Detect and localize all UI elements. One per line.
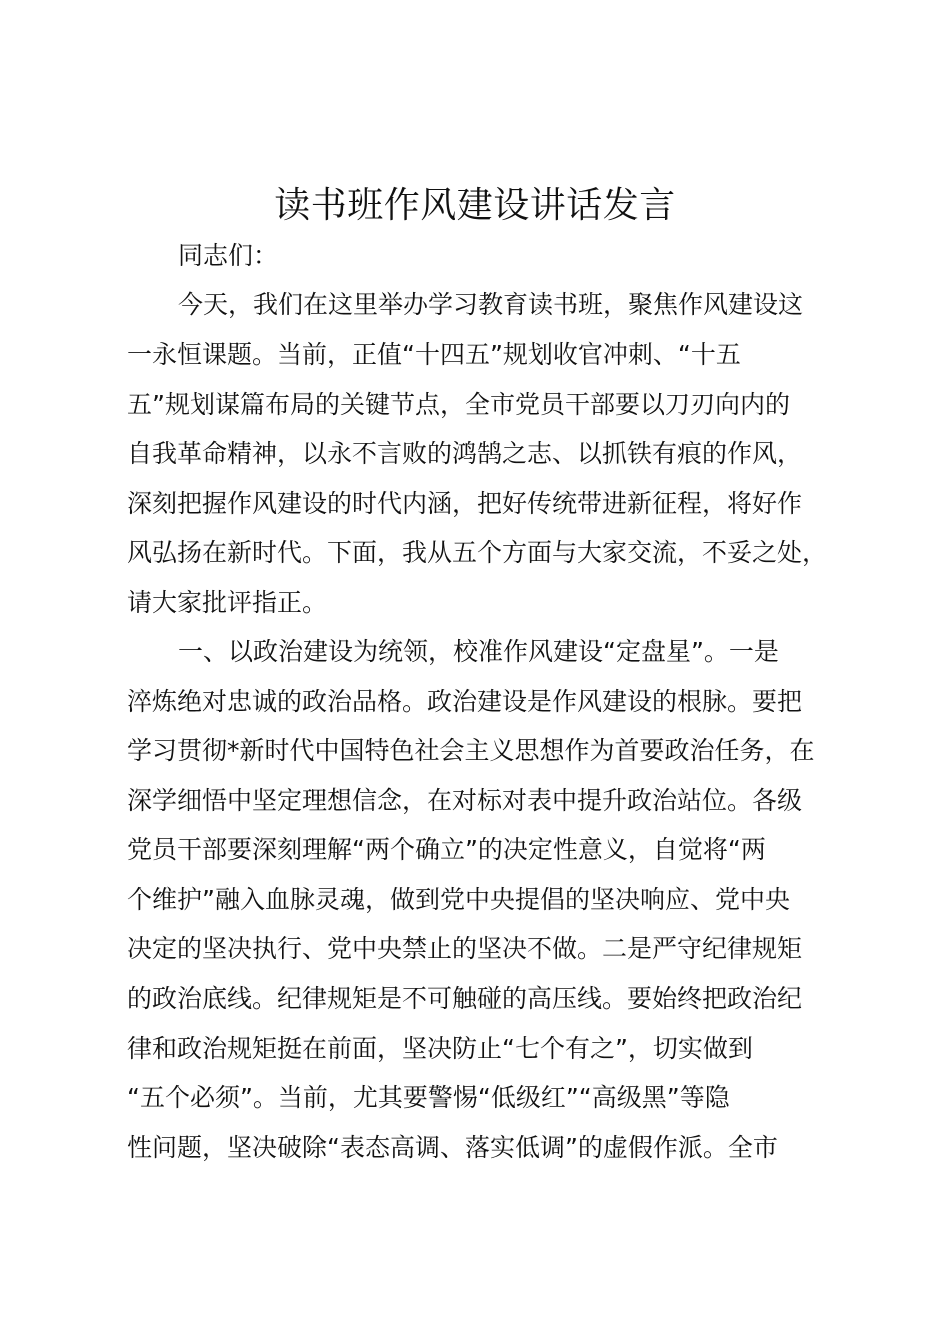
paragraph-line: 性问题，坚决破除“表态高调、落实低调”的虚假作派。全市 bbox=[127, 1133, 778, 1162]
paragraph-line: 自我革命精神，以永不言败的鸿鹄之志、以抓铁有痕的作风， bbox=[127, 439, 803, 468]
paragraph-line: 今天，我们在这里举办学习教育读书班，聚焦作风建设这 bbox=[178, 290, 804, 319]
paragraph-line: 律和政治规矩挺在前面，坚决防止“七个有之”，切实做到 bbox=[127, 1034, 753, 1063]
paragraph-line: 五”规划谋篇布局的关键节点，全市党员干部要以刀刃向内的 bbox=[127, 390, 790, 419]
paragraph-line: 深学细悟中坚定理想信念，在对标对表中提升政治站位。各级 bbox=[127, 786, 803, 815]
paragraph-line: 深刻把握作风建设的时代内涵，把好传统带进新征程，将好作 bbox=[127, 489, 803, 518]
paragraph-line: 的政治底线。纪律规矩是不可触碰的高压线。要始终把政治纪 bbox=[127, 984, 803, 1013]
paragraph-line: 学习贯彻*新时代中国特色社会主义思想作为首要政治任务，在 bbox=[127, 736, 815, 765]
paragraph-line: 决定的坚决执行、党中央禁止的坚决不做。二是严守纪律规矩 bbox=[127, 934, 803, 963]
paragraph-line: “五个必须”。当前，尤其要警惕“低级红”“高级黑”等隐 bbox=[127, 1083, 730, 1112]
section-heading-line: 一、以政治建设为统领，校准作风建设“定盘星”。一是 bbox=[178, 637, 779, 666]
paragraph-line: 党员干部要深刻理解“两个确立”的决定性意义，自觉将“两 bbox=[127, 835, 766, 864]
paragraph-line: 一永恒课题。当前，正值“十四五”规划收官冲刺、“十五 bbox=[127, 340, 741, 369]
salutation: 同志们： bbox=[178, 241, 279, 270]
paragraph-line: 淬炼绝对忠诚的政治品格。政治建设是作风建设的根脉。要把 bbox=[127, 687, 803, 716]
paragraph-line: 个维护”融入血脉灵魂，做到党中央提倡的坚决响应、党中央 bbox=[127, 885, 790, 914]
paragraph-line: 请大家批评指正。 bbox=[127, 588, 328, 617]
document-title: 读书班作风建设讲话发言 bbox=[274, 185, 676, 226]
paragraph-line: 风弘扬在新时代。下面，我从五个方面与大家交流，不妥之处， bbox=[127, 538, 828, 567]
